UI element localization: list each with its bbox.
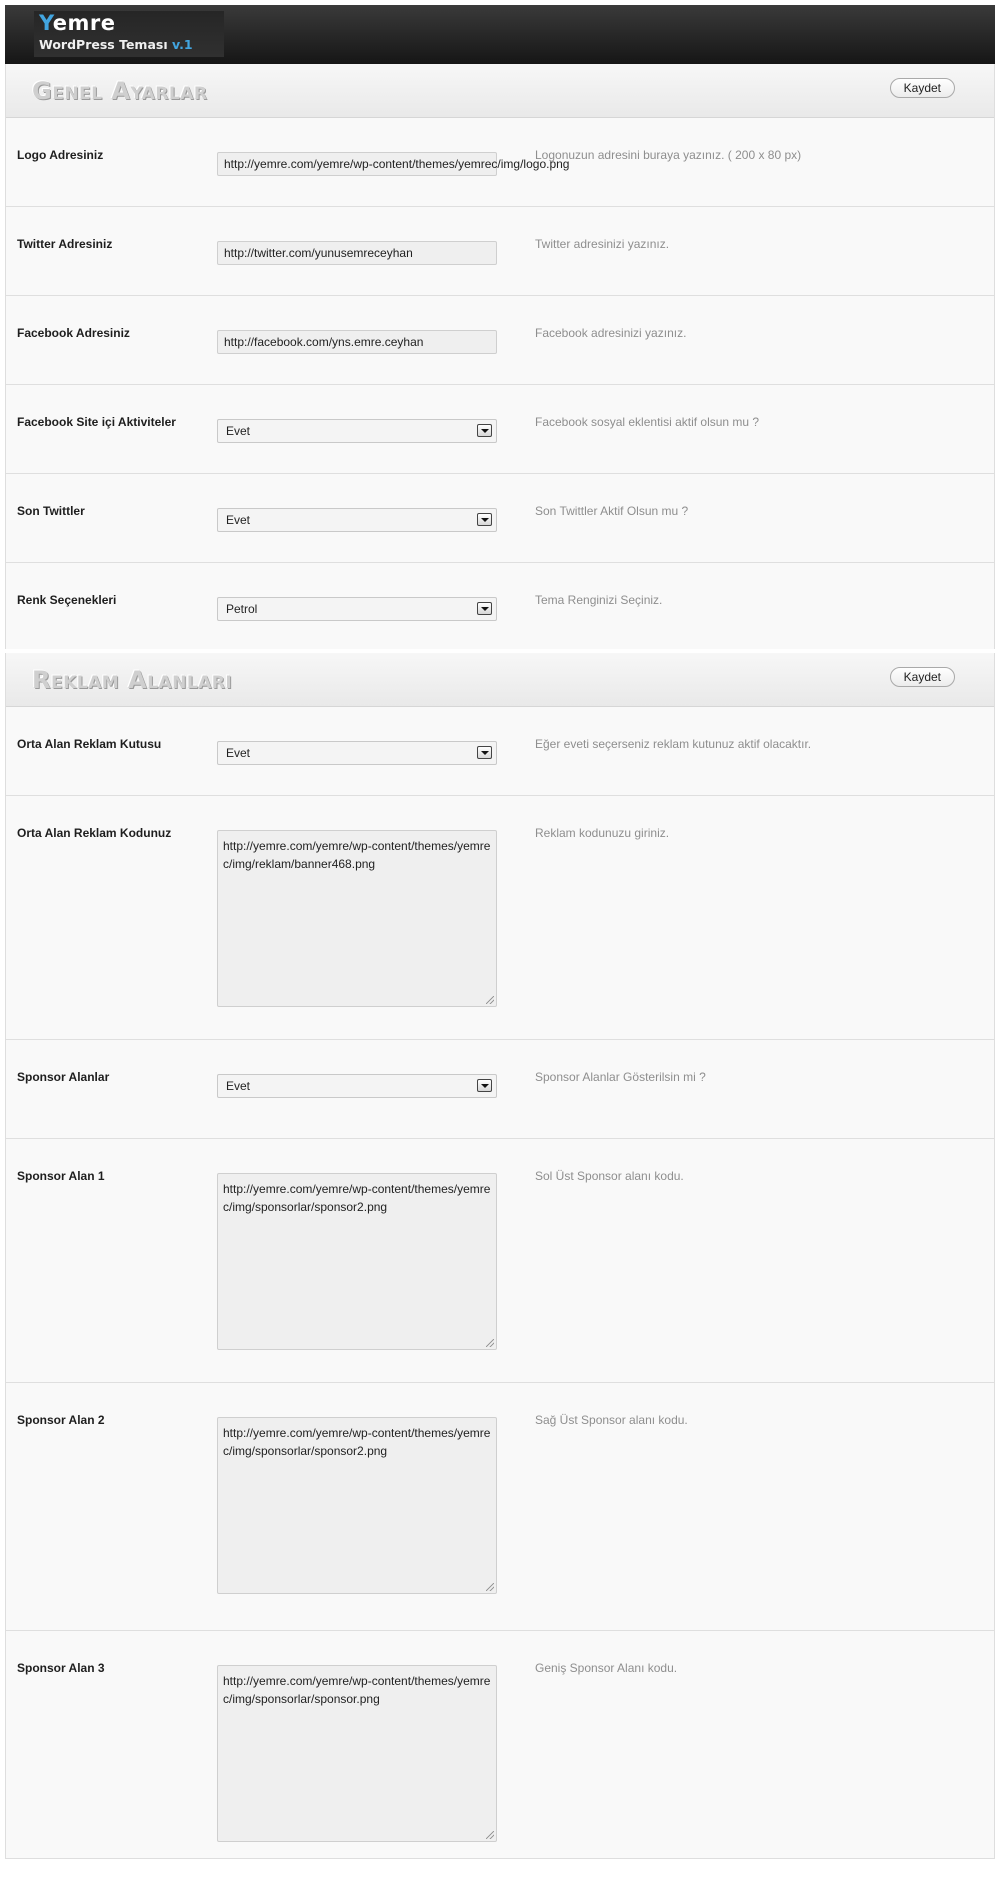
select-value: Evet	[226, 424, 251, 438]
logo-title-initial: Y	[39, 11, 53, 35]
sponsor-2-textarea[interactable]	[217, 1417, 497, 1594]
resize-grip-icon[interactable]	[486, 1831, 494, 1839]
setting-description: Logonuzun adresini buraya yazınız. ( 200 x 80 px)	[535, 148, 802, 162]
setting-description: Sponsor Alanlar Gösterilsin mi ?	[535, 1070, 706, 1084]
logo	[34, 11, 224, 57]
sponsor-1-textarea[interactable]	[217, 1173, 497, 1350]
setting-description: Son Twittler Aktif Olsun mu ?	[535, 504, 689, 518]
header-bar	[5, 5, 995, 64]
setting-row-twitter	[6, 207, 994, 296]
orta-reklam-select[interactable]	[217, 741, 497, 765]
setting-row-logo	[6, 118, 994, 207]
section-header	[6, 653, 994, 707]
setting-description: Twitter adresinizi yazınız.	[535, 237, 670, 251]
chevron-down-icon[interactable]	[477, 424, 492, 437]
setting-row-son-twittler	[6, 474, 994, 563]
section-genel-ayarlar	[5, 64, 995, 649]
setting-label: Twitter Adresiniz	[17, 237, 113, 251]
setting-label: Sponsor Alan 3	[17, 1661, 105, 1675]
textarea-value: http://yemre.com/yemre/wp-content/themes/yemrec/img/sponsorlar/sponsor.png	[223, 1674, 491, 1706]
setting-row-sponsor-3	[6, 1631, 994, 1871]
facebook-activity-select[interactable]	[217, 419, 497, 443]
twitter-url-input[interactable]: http://twitter.com/yunusemreceyhan	[217, 241, 497, 265]
logo-url-input[interactable]: http://yemre.com/yemre/wp-content/themes/yemrec/img/logo.png	[217, 152, 497, 176]
select-value: Petrol	[226, 602, 258, 616]
chevron-down-icon[interactable]	[477, 513, 492, 526]
section-title: Genel Ayarlar	[32, 77, 208, 105]
setting-label: Logo Adresiniz	[17, 148, 104, 162]
logo-subtitle-text: WordPress Teması	[39, 37, 168, 52]
resize-grip-icon[interactable]	[486, 1583, 494, 1591]
textarea-value: http://yemre.com/yemre/wp-content/themes/yemrec/img/sponsorlar/sponsor2.png	[223, 1426, 491, 1458]
logo-title-rest: emre	[52, 11, 116, 35]
setting-label: Son Twittler	[17, 504, 85, 518]
select-value: Evet	[226, 513, 251, 527]
resize-grip-icon[interactable]	[486, 1339, 494, 1347]
setting-row-sponsor-1	[6, 1139, 994, 1383]
chevron-down-icon[interactable]	[477, 602, 492, 615]
setting-description: Sağ Üst Sponsor alanı kodu.	[535, 1413, 688, 1427]
setting-label: Facebook Site içi Aktiviteler	[17, 415, 176, 429]
section-title: Reklam Alanları	[32, 666, 233, 694]
setting-row-orta-reklam-kodu	[6, 796, 994, 1040]
textarea-value: http://yemre.com/yemre/wp-content/themes/yemrec/img/sponsorlar/sponsor2.png	[223, 1182, 491, 1214]
save-button[interactable]: Kaydet	[890, 667, 955, 687]
sponsor-3-textarea[interactable]	[217, 1665, 497, 1842]
section-reklam-alanlari	[5, 653, 995, 1859]
setting-row-facebook	[6, 296, 994, 385]
setting-row-orta-reklam-kutusu	[6, 707, 994, 796]
setting-description: Sol Üst Sponsor alanı kodu.	[535, 1169, 684, 1183]
logo-title	[39, 11, 116, 35]
setting-row-sponsor-2	[6, 1383, 994, 1631]
resize-grip-icon[interactable]	[486, 996, 494, 1004]
renk-select[interactable]	[217, 597, 497, 621]
setting-description: Facebook adresinizi yazınız.	[535, 326, 687, 340]
section-header	[6, 64, 994, 118]
chevron-down-icon[interactable]	[477, 1079, 492, 1092]
son-twittler-select[interactable]	[217, 508, 497, 532]
logo-version: v.1	[171, 37, 193, 52]
chevron-down-icon[interactable]	[477, 746, 492, 759]
textarea-value: http://yemre.com/yemre/wp-content/themes/yemrec/img/reklam/banner468.png	[223, 839, 491, 871]
setting-label: Orta Alan Reklam Kodunuz	[17, 826, 172, 840]
setting-description: Facebook sosyal eklentisi aktif olsun mu ?	[535, 415, 760, 429]
sponsor-alanlar-select[interactable]	[217, 1074, 497, 1098]
reklam-kodu-textarea[interactable]	[217, 830, 497, 1007]
setting-description: Eğer eveti seçerseniz reklam kutunuz aktif olacaktır.	[535, 737, 812, 751]
facebook-url-input[interactable]: http://facebook.com/yns.emre.ceyhan	[217, 330, 497, 354]
setting-label: Sponsor Alan 2	[17, 1413, 105, 1427]
setting-description: Geniş Sponsor Alanı kodu.	[535, 1661, 678, 1675]
setting-row-renk	[6, 563, 994, 651]
setting-label: Renk Seçenekleri	[17, 593, 117, 607]
setting-row-facebook-activity	[6, 385, 994, 474]
setting-label: Sponsor Alanlar	[17, 1070, 110, 1084]
setting-label: Facebook Adresiniz	[17, 326, 130, 340]
setting-row-sponsor-alanlar	[6, 1040, 994, 1139]
logo-subtitle	[39, 37, 193, 52]
setting-label: Orta Alan Reklam Kutusu	[17, 737, 162, 751]
select-value: Evet	[226, 746, 251, 760]
setting-description: Reklam kodunuzu giriniz.	[535, 826, 670, 840]
save-button[interactable]: Kaydet	[890, 78, 955, 98]
select-value: Evet	[226, 1079, 251, 1093]
setting-description: Tema Renginizi Seçiniz.	[535, 593, 663, 607]
setting-label: Sponsor Alan 1	[17, 1169, 105, 1183]
